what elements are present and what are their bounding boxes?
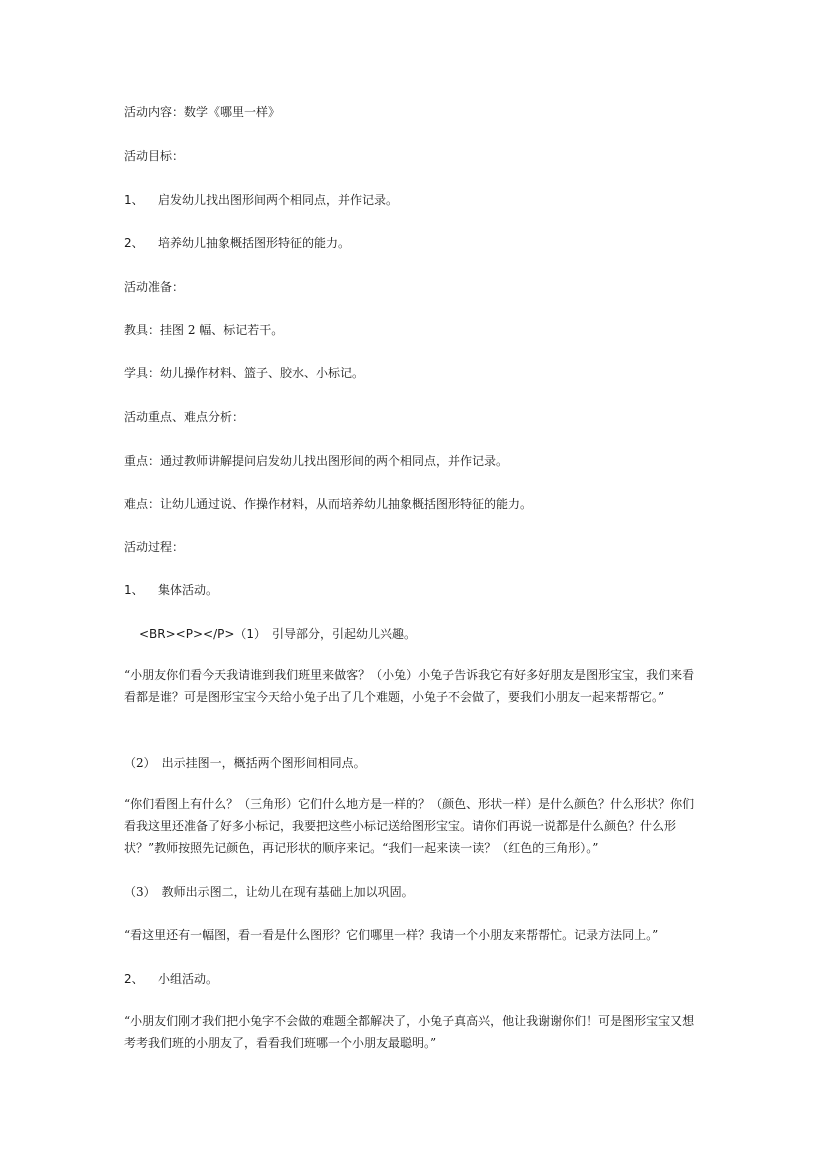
goal-item — [124, 236, 706, 250]
step-number: 1、 — [124, 583, 144, 597]
student-tools: 学具：幼儿操作材料、篮子、胶水、小标记。 — [124, 366, 365, 380]
key-point: 重点：通过教师讲解提问启发幼儿找出图形间的两个相同点，并作记录。 — [124, 454, 509, 468]
quote-paragraph: “看这里还有一幅图，看一看是什么图形？它们哪里一样？我请一个小朋友来帮帮忙。记录方法同上。” — [124, 928, 659, 942]
goal-text: 启发幼儿找出图形间两个相同点，并作记录。 — [158, 193, 399, 207]
teacher-tools: 教具：挂图 2 幅、标记若干。 — [124, 323, 284, 337]
step-item — [124, 583, 706, 597]
step-number: 2、 — [124, 972, 144, 986]
goal-number: 1、 — [124, 193, 144, 207]
goal-heading: 活动目标： — [124, 149, 185, 163]
goal-item — [124, 193, 706, 207]
quote-paragraph: “小朋友们刚才我们把小兔字不会做的难题全都解决了，小兔子真高兴，他让我谢谢你们！可是图形宝宝又想考考我们班的小朋友了，看看我们班哪一个小朋友最聪明。” — [124, 1014, 695, 1050]
step-text: 小组活动。 — [158, 972, 219, 986]
step-item — [124, 972, 706, 986]
analysis-heading: 活动重点、难点分析： — [124, 410, 245, 424]
goal-number: 2、 — [124, 236, 144, 250]
sub-step: （2） 出示挂图一，概括两个图形间相同点。 — [124, 756, 366, 770]
step-text: 集体活动。 — [158, 583, 219, 597]
process-heading: 活动过程： — [124, 540, 185, 554]
prep-heading: 活动准备： — [124, 280, 185, 294]
difficulty: 难点：让幼儿通过说、作操作材料，从而培养幼儿抽象概括图形特征的能力。 — [124, 497, 533, 511]
sub-step: （3） 教师出示图二，让幼儿在现有基础上加以巩固。 — [124, 885, 414, 899]
sub-step: <BR><P></P>（1） 引导部分，引起幼儿兴趣。 — [139, 627, 417, 641]
quote-paragraph: “小朋友你们看今天我请谁到我们班里来做客？（小兔）小兔子告诉我它有好多好朋友是图形宝宝，我们来看看都是谁？可是图形宝宝今天给小兔子出了几个难题，小兔子不会做了，要我们小朋友一起来帮帮它。” — [124, 668, 695, 704]
quote-paragraph: “你们看图上有什么？（三角形）它们什么地方是一样的？（颜色、形状一样）是什么颜色？什么形状？你们看我这里还准备了好多小标记，我要把这些小标记送给图形宝宝。请你们再说一说都是什么颜色？什么形状？”教师按照先记颜色，再记形状的顺序来记。“我们一起来读一读？（红色的三角形）。” — [124, 797, 695, 855]
goal-text: 培养幼儿抽象概括图形特征的能力。 — [158, 236, 351, 250]
activity-title: 活动内容：数学《哪里一样》 — [124, 105, 281, 119]
